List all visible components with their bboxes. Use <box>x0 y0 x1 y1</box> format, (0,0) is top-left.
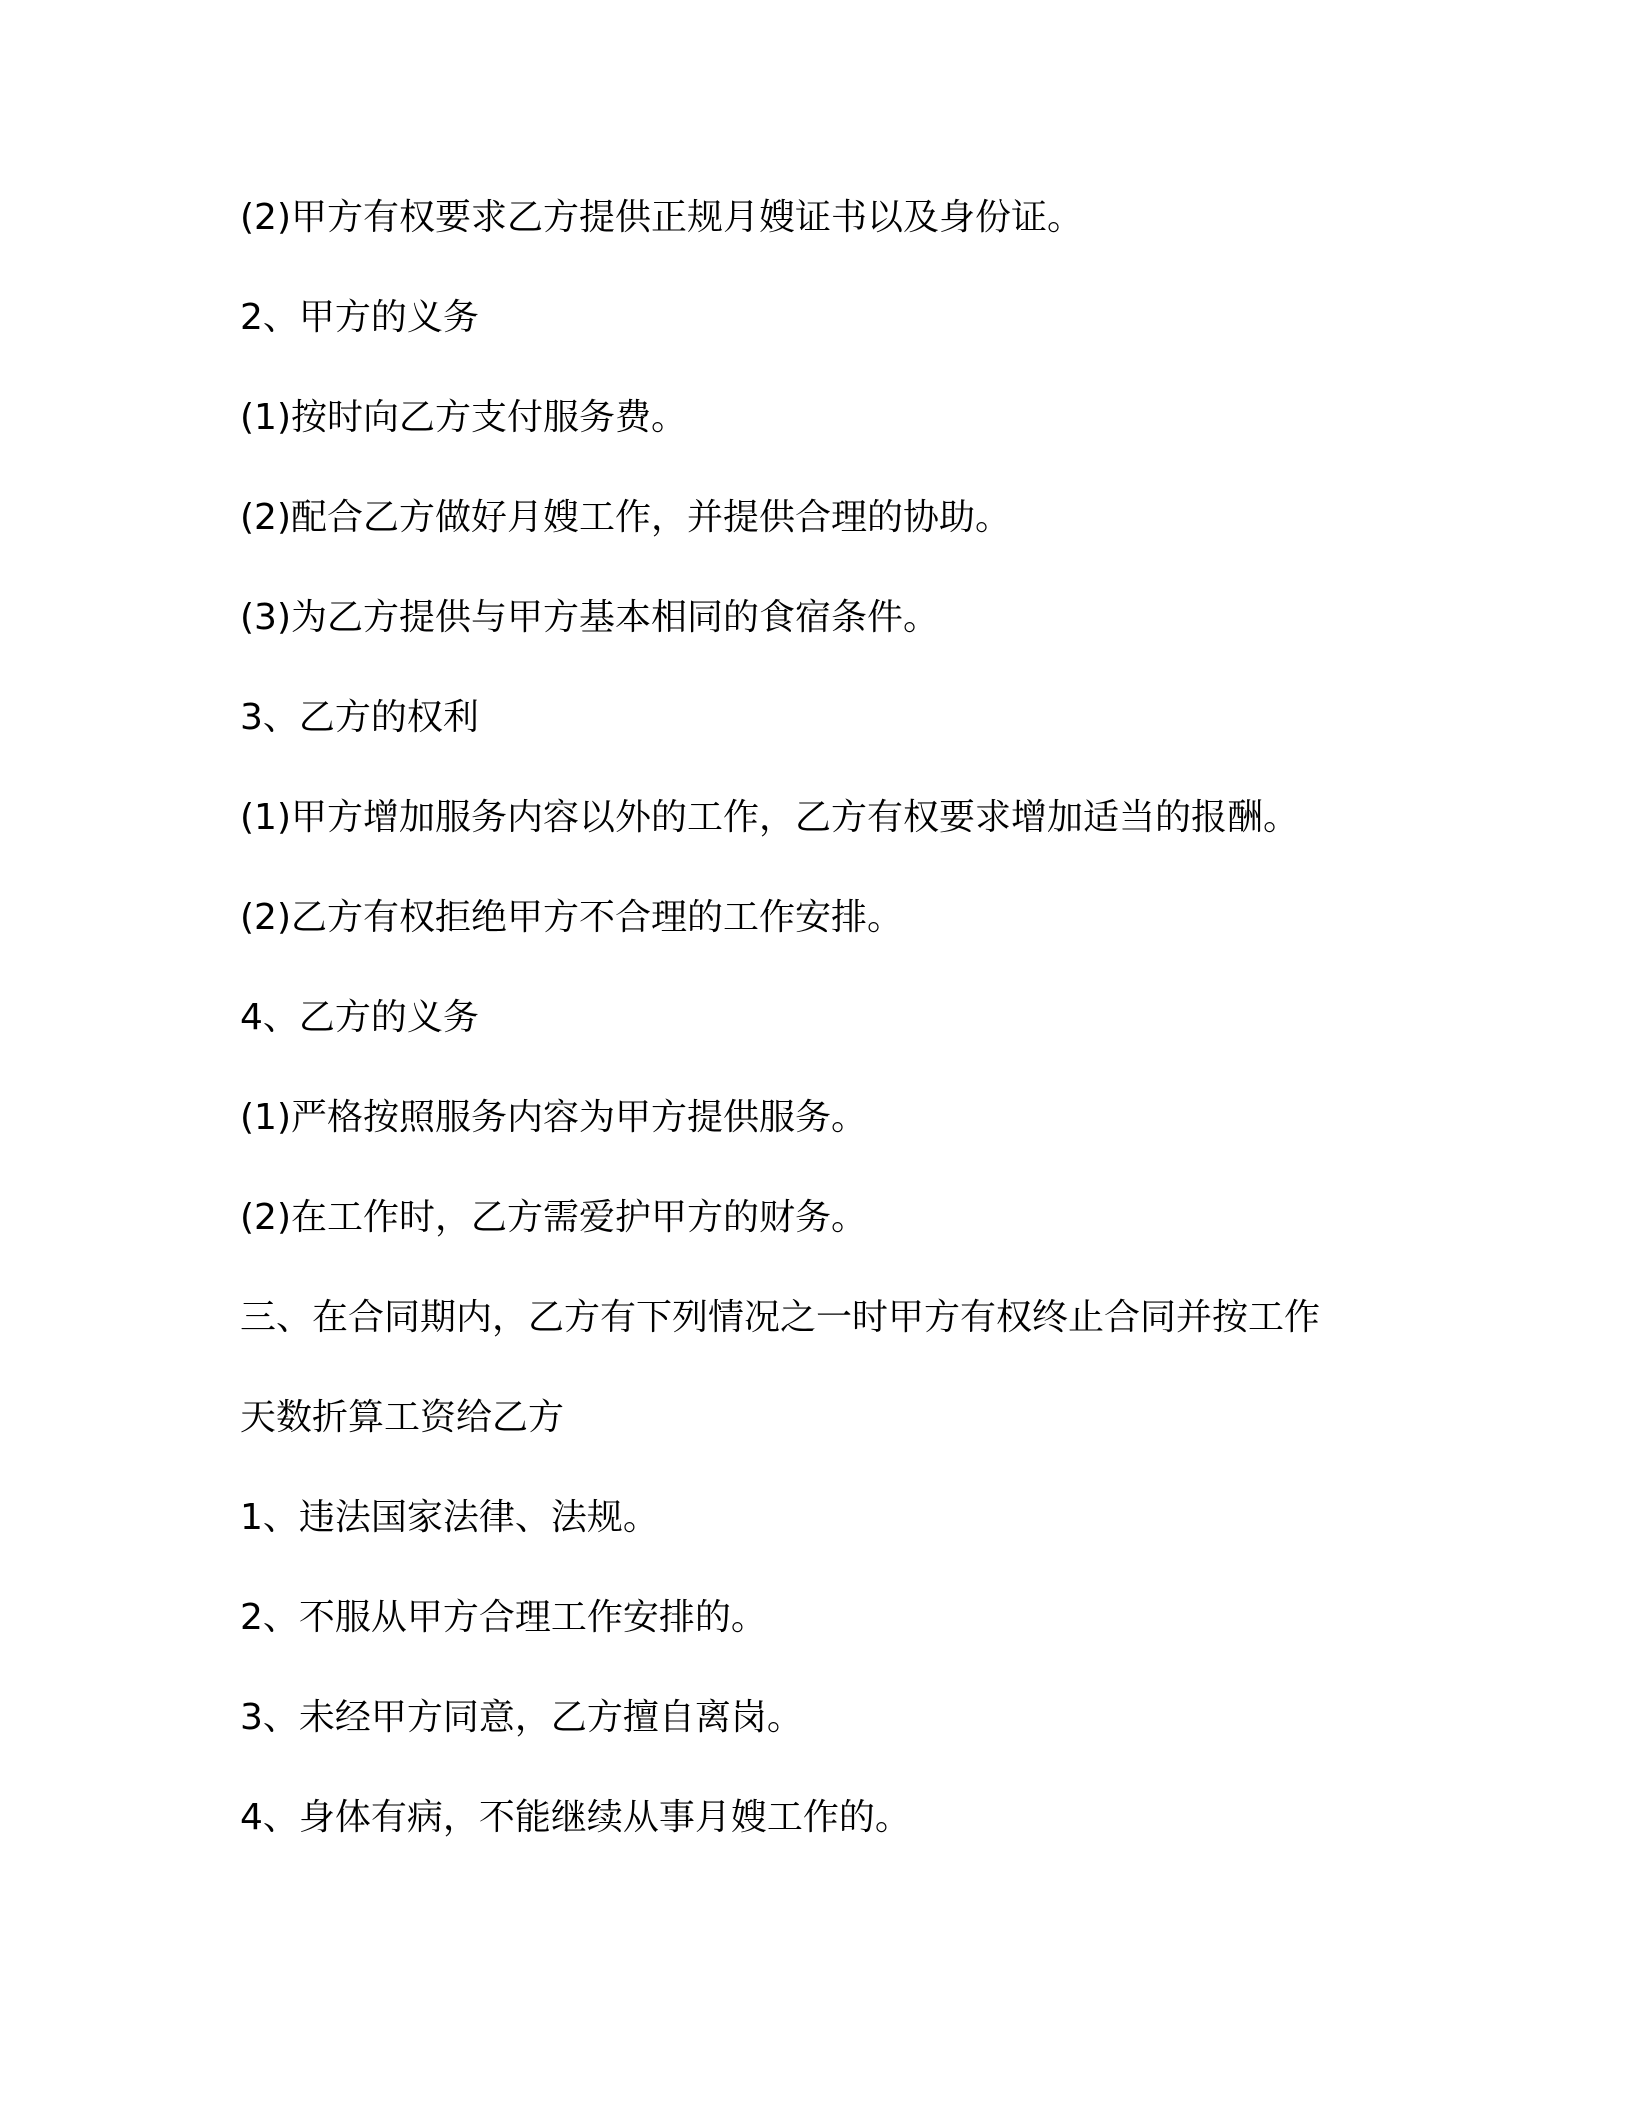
list-item: 2、不服从甲方合理工作安排的。 <box>240 1597 767 1638</box>
clause-line: (2)配合乙方做好月嫂工作，并提供合理的协助。 <box>240 497 1011 538</box>
clause-line: (2)乙方有权拒绝甲方不合理的工作安排。 <box>240 897 903 938</box>
clause-line: (1)严格按照服务内容为甲方提供服务。 <box>240 1097 867 1138</box>
clause-line: (3)为乙方提供与甲方基本相同的食宿条件。 <box>240 597 939 638</box>
section-heading: 3、乙方的权利 <box>240 697 479 738</box>
section-heading: 4、乙方的义务 <box>240 997 479 1038</box>
list-item: 3、未经甲方同意，乙方擅自离岗。 <box>240 1697 803 1738</box>
clause-line: (2)甲方有权要求乙方提供正规月嫂证书以及身份证。 <box>240 197 1083 238</box>
clause-line: (1)甲方增加服务内容以外的工作，乙方有权要求增加适当的报酬。 <box>240 797 1299 838</box>
article-heading: 三、在合同期内，乙方有下列情况之一时甲方有权终止合同并按工作 <box>240 1297 1321 1338</box>
clause-line: (1)按时向乙方支付服务费。 <box>240 397 687 438</box>
article-heading-continued: 天数折算工资给乙方 <box>240 1397 565 1438</box>
section-heading: 2、甲方的义务 <box>240 297 479 338</box>
list-item: 4、身体有病，不能继续从事月嫂工作的。 <box>240 1797 911 1838</box>
clause-line: (2)在工作时，乙方需爱护甲方的财务。 <box>240 1197 867 1238</box>
list-item: 1、违法国家法律、法规。 <box>240 1497 659 1538</box>
